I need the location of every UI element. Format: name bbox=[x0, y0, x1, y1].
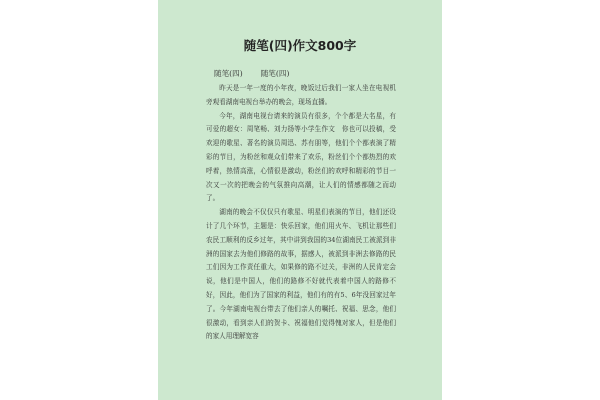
subtitle-part: 随笔(四) bbox=[214, 69, 243, 78]
article-paragraph: 昨天是一年一度的小年夜，晚饭过后我们一家人坐在电视机旁观看湖南电视台举办的晚会，现场直播。 bbox=[206, 84, 396, 106]
article-body bbox=[206, 82, 396, 344]
article-subtitle bbox=[214, 68, 289, 79]
article-paragraph: 湖南的晚会不仅仅只有歌星、明星们表演的节目，他们还设计了几个环节，主题是：快乐回家，他们用火车、飞机让那些们农民工顺利的反乡过年，其中讲到我国的34位湖南民工被派到非洲的国家去为他们修路的故事，据感人，被派到非洲去修路的民工们因为工作责任重大，如果修的路不过关，非洲的人民肯定会说，他们是中国人，他们的路修不好就代表着中国人的路修不好，因此，他们为了国家的利益，他们有的有5、6年没回家过年了。今年湖南电视台带去了他们亲人的嘱托、祝福、思念，他们很激动，看到亲人们的贺卡、祝福他们觉得愧对家人，但是他们的家人用理解宽容 bbox=[206, 208, 396, 341]
subtitle-part: 随笔(四) bbox=[260, 69, 290, 78]
document-page bbox=[158, 0, 442, 400]
article-paragraph: 今年，湖南电视台请来的演员有很多，个个都是大名星，有可爱的超女：周笔畅、刘力扬等小学生作文 你也可以投稿，受欢迎的歌星、著名的演员周迅、苏有朋等，他们个个都表演了精彩的节目，为粉丝和观众们带来了欢乐，粉丝们个个都热烈的欢呼着，热情高涨，心情很是激动，粉丝们的欢呼和精彩的节目一次又一次的把晚会的气氛推向高潮，让人们的情感都随之而动了。 bbox=[206, 111, 396, 203]
article-title: 随笔(四)作文800字 bbox=[243, 38, 357, 53]
